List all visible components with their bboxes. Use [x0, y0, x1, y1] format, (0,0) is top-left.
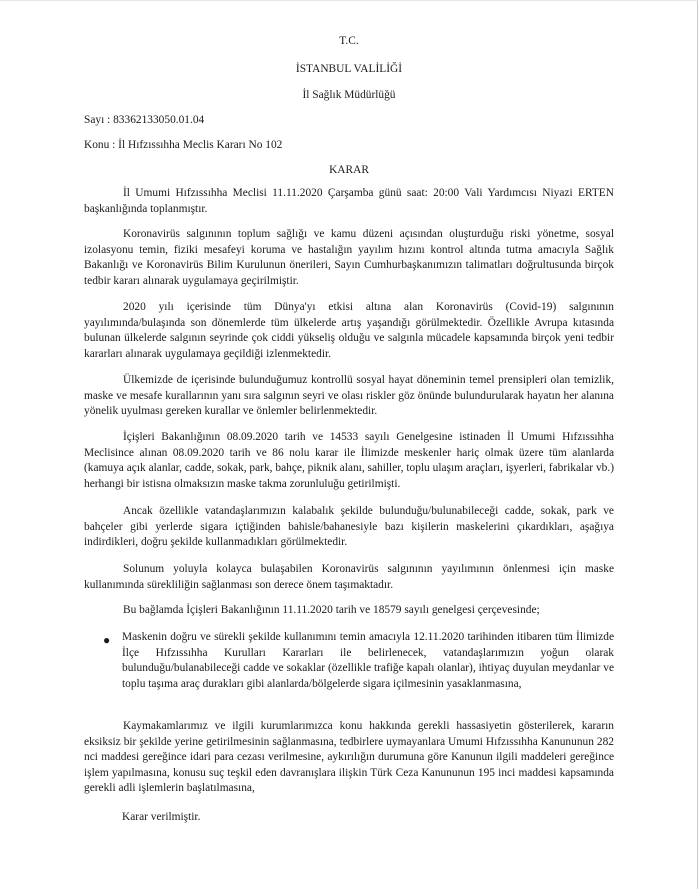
header-governorship: İSTANBUL VALİLİĞİ: [295, 63, 403, 75]
paragraph-1: İl Umumi Hıfzıssıhha Meclisi 11.11.2020 Çarşamba günü saat: 20:00 Vali Yardımcısı Niyazi ERTEN başkanlığında toplanmıştır.: [84, 187, 614, 215]
paragraph-2: Koronavirüs salgınının toplum sağlığı ve kamu düzeni açısından oluşturduğu riski yönetme, sosyal izolasyonu temin, fiziki mesafeyi koruma ve hastalığın yayılım hızını kontrol altında tutma amacıyla Sağlık Bakanlığı ve Koronavirüs Bilim Kurulunun önerileri, Sayın Cumhurbaşkanımızın talimatları doğrultusunda birçok tedbir kararı alınarak uygulamaya geçirilmiştir.: [84, 228, 614, 287]
paragraph-9: Kaymakamlarımız ve ilgili kurumlarımızca konu hakkında gerekli hassasiyetin gösterilerek, kararın eksiksiz bir şekilde yerine getirilmesinin sağlanmasına, tedbirlere uymayanlara Umumi Hıfzıssıhha Kanununun 282 nci maddesi gereğince idari para cezası verilmesine, aykırılığın durumuna göre Kanunun ilgili maddeleri gereğince işlem yapılmasına, konusu suç teşkil eden davranışlara ilişkin Türk Ceza Kanununun 195 inci maddesi kapsamında gerekli adli işlemlerin başlatılmasına,: [84, 720, 614, 795]
document-number: Sayı : 83362133050.01.04: [84, 114, 205, 126]
paragraph-7: Solunum yoluyla kolayca bulaşabilen Koronavirüs salgınının yayılımının önlenmesi için maske kullanımında sürekliliğin sağlanması son derece önem taşımaktadır.: [84, 563, 614, 591]
document-title: KARAR: [329, 164, 369, 176]
paragraph-8: Bu bağlamda İçişleri Bakanlığının 11.11.2020 tarih ve 18579 sayılı genelgesi çerçevesinde;: [123, 604, 540, 616]
bullet-icon: ●: [103, 633, 111, 647]
page-top-border: [0, 0, 698, 1]
paragraph-4: Ülkemizde de içerisinde bulunduğumuz kontrollü sosyal hayat döneminin temel prensipleri olan temizlik, maske ve mesafe kurallarının yanı sıra salgının seyri ve olası riskler göz önünde bulundurularak hayatın her alanına yönelik uyulması gereken kurallar ve önlemler belirlenmektedir.: [84, 374, 614, 418]
header-directorate: İl Sağlık Müdürlüğü: [302, 89, 396, 101]
paragraph-6: Ancak özellikle vatandaşlarımızın kalabalık şekilde bulunduğu/bulunabileceği cadde, sokak, park ve bahçeler gibi yerlerde sigara içtiğinden bahisle/bahanesiyle bazı kişilerin maskelerini çıkardıkları, aşağıya indirdikleri, doğru şekilde kullanmadıkları görülmektedir.: [84, 505, 614, 549]
bullet-item: Maskenin doğru ve sürekli şekilde kullanımını temin amacıyla 12.11.2020 tarihinden itibaren tüm İlimizde İlçe Hıfzıssıhha Kurulları Kararları ile belirlenecek, vatandaşlarımızın yoğun olarak bulunduğu/bulanabileceği cadde ve sokaklar (özellikle trafiğe kapalı olanlar), ihtiyaç duyulan meydanlar ve toplu taşıma araç durakları gibi alanlarda/bölgelerde sigara içilmesinin yasaklanmasına,: [122, 631, 614, 690]
document-subject: Konu : İl Hıfzıssıhha Meclis Kararı No 102: [84, 139, 283, 151]
header-tc: T.C.: [339, 35, 359, 47]
paragraph-5: İçişleri Bakanlığının 08.09.2020 tarih ve 14533 sayılı Genelgesine istinaden İl Umumi Hıfzıssıhha Meclisince alınan 08.09.2020 tarih ve 86 nolu karar ile İlimizde meskenler hariç olmak üzere tüm alanlarda (kamuya açık alanlar, cadde, sokak, park, bahçe, piknik alanı, sahiller, toplu ulaşım araçları, işyerleri, fabrikalar vb.) herhangi bir istisna olmaksızın maske takma zorunluluğu getirilmişti.: [84, 431, 614, 490]
paragraph-3: 2020 yılı içerisinde tüm Dünya'yı etkisi altına alan Koronavirüs (Covid-19) salgınının yayılımında/bulaşında son dönemlerde tüm ülkelerde artış yaşandığı görülmektedir. Özellikle Avrupa kıtasında bulunan ülkelerde salgının seyrinde çok ciddi yükseliş olduğu ve salgınla mücadele kapsamında birçok yeni tedbir kararları alınarak uygulamaya geçildiği izlenmektedir.: [84, 301, 614, 360]
closing-statement: Karar verilmiştir.: [122, 811, 201, 823]
